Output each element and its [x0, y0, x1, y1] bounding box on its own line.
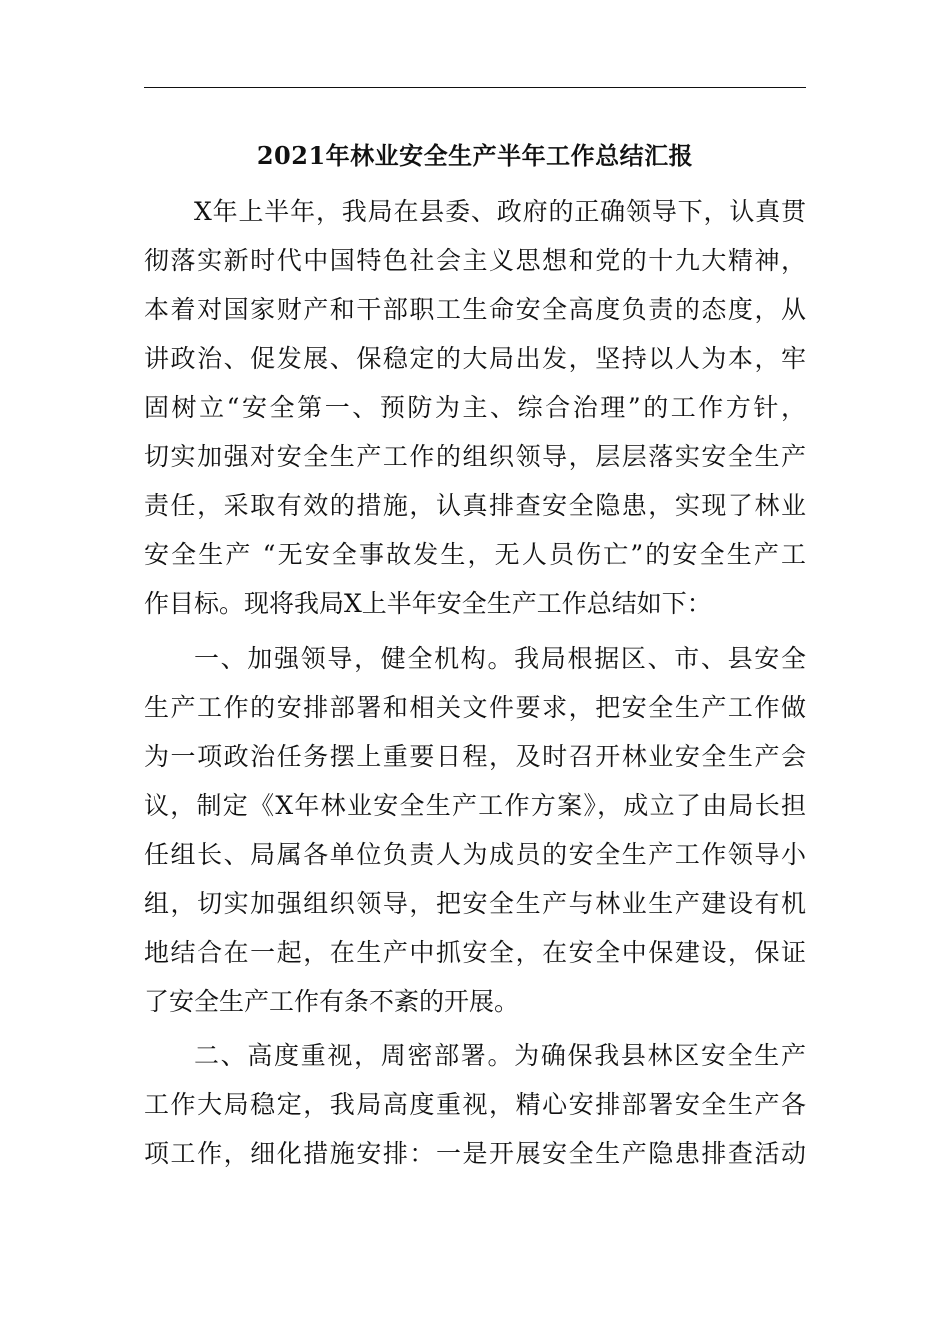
text-line: 工作大局稳定，我局高度重视，精心安排部署安全生产各	[144, 1090, 806, 1119]
paragraph-section-two	[144, 1031, 806, 1178]
text-line: 本着对国家财产和干部职工生命安全高度负责的态度，从	[144, 295, 806, 324]
text-line: 作目标。现将我局X上半年安全生产工作总结如下：	[144, 589, 712, 618]
text-line: 地结合在一起，在生产中抓安全，在安全中保建设，保证	[144, 938, 806, 967]
text-line: 安全生产 “无安全事故发生，无人员伤亡”的安全生产工	[144, 540, 806, 569]
text-line: 项工作，细化措施安排：一是开展安全生产隐患排查活动	[144, 1139, 806, 1168]
text-line: X年上半年，我局在县委、政府的正确领导下，认真贯	[194, 197, 806, 226]
document-title: 2021年林业安全生产半年工作总结汇报	[256, 141, 694, 170]
text-line: 二、高度重视，周密部署。为确保我县林区安全生产	[194, 1041, 806, 1070]
text-line: 为一项政治任务摆上重要日程，及时召开林业安全生产会	[144, 742, 806, 771]
text-line: 切实加强对安全生产工作的组织领导，层层落实安全生产	[144, 442, 806, 471]
text-line: 任组长、局属各单位负责人为成员的安全生产工作领导小	[144, 840, 806, 869]
header-rule	[144, 87, 806, 88]
text-line: 生产工作的安排部署和相关文件要求，把安全生产工作做	[144, 693, 806, 722]
text-line: 固树立“安全第一、预防为主、综合治理”的工作方针，	[144, 393, 806, 422]
paragraph-section-one	[144, 634, 806, 1026]
text-line: 组，切实加强组织领导，把安全生产与林业生产建设有机	[144, 889, 806, 918]
text-line: 议，制定《X年林业安全生产工作方案》，成立了由局长担	[144, 791, 806, 820]
text-line: 讲政治、促发展、保稳定的大局出发，坚持以人为本，牢	[144, 344, 806, 373]
text-line: 了安全生产工作有条不紊的开展。	[144, 987, 520, 1016]
paragraph-intro	[144, 187, 806, 628]
text-line: 彻落实新时代中国特色社会主义思想和党的十九大精神，	[144, 246, 806, 275]
text-line: 责任，采取有效的措施，认真排查安全隐患，实现了林业	[144, 491, 806, 520]
text-line: 一、加强领导，健全机构。我局根据区、市、县安全	[194, 644, 806, 673]
